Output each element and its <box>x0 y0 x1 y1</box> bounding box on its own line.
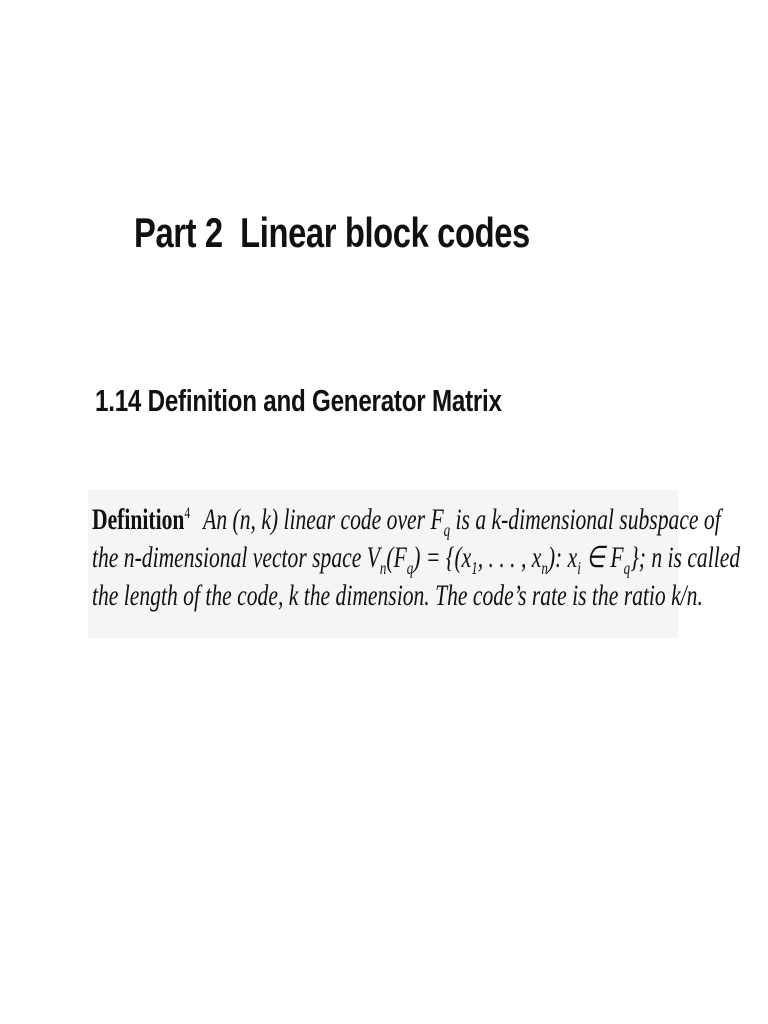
subscript: q <box>406 558 414 578</box>
subscript: n <box>541 558 548 578</box>
definition-text: the n-dimensional vector space V <box>92 541 380 574</box>
definition-text: An (n, k) linear code over F <box>203 503 444 536</box>
definition-line-1 <box>92 502 721 538</box>
definition-text: ∈ F <box>580 541 624 574</box>
definition-text: ) = {(x <box>413 541 472 574</box>
subscript: q <box>443 520 451 540</box>
definition-text: is a k-dimensional subspace of <box>450 503 721 536</box>
subscript: i <box>577 558 581 578</box>
subscript: q <box>623 558 631 578</box>
definition-line-2 <box>92 540 740 576</box>
definition-text: }; n is called <box>630 541 741 574</box>
definition-line-3: the length of the code, k the dimension. The code’s rate is the ratio k/n. <box>92 579 703 612</box>
definition-label: Definition <box>92 503 185 536</box>
definition-text: (F <box>386 541 407 574</box>
subscript: 1 <box>471 558 478 578</box>
part-title: Part 2 Linear block codes <box>134 209 530 256</box>
footnote-marker: 4 <box>184 505 191 522</box>
subscript: n <box>379 558 387 578</box>
definition-text: , . . . , x <box>477 541 542 574</box>
definition-box <box>88 490 741 638</box>
section-title: 1.14 Definition and Generator Matrix <box>95 383 502 418</box>
definition-text: ): x <box>547 541 578 574</box>
